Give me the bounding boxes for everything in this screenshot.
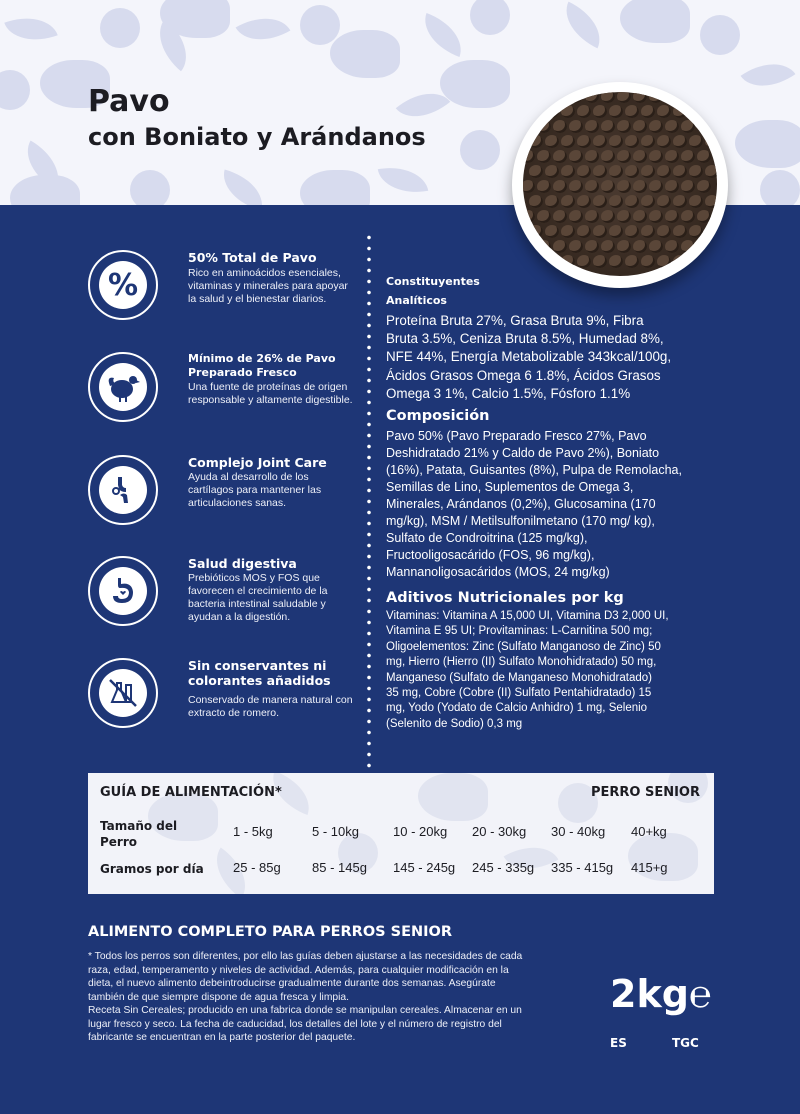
kibble-piece	[537, 210, 551, 223]
kibble-piece	[617, 150, 631, 163]
kibble-piece	[689, 165, 703, 178]
kibble-piece	[609, 135, 623, 148]
text-line: NFE 44%, Energía Metabolizable 343kcal/100g,	[386, 349, 672, 365]
kibble-piece	[523, 120, 535, 133]
text-line: mg, Yodo (Yodato de Calcio Anhidro) 1 mg, Selenio	[386, 702, 648, 715]
kibble-piece	[529, 135, 543, 148]
kibble-piece	[553, 120, 567, 133]
text-line: Mannanoligosacáridos (MOS, 24 mg/kg)	[386, 565, 610, 579]
kibble-piece	[633, 240, 647, 253]
grams-cell: 335 - 415g	[551, 860, 614, 875]
size-cell: 40+kg	[631, 824, 667, 839]
kibble-piece	[529, 255, 543, 268]
footnote-line: dieta, el nuevo alimento debeintroducirse gradualmente durante dos semanas. Asegúrate	[88, 978, 496, 989]
kibble-piece	[593, 225, 607, 238]
additives-text	[386, 609, 716, 732]
kibble-piece	[601, 120, 615, 133]
kibble-piece	[681, 180, 695, 193]
kibble-piece	[673, 255, 687, 268]
kibble-piece	[641, 105, 655, 118]
constituents-text	[386, 312, 716, 403]
kibble-piece	[681, 210, 695, 223]
feeding-guide-table	[88, 773, 714, 894]
feature-text: Prebióticos MOS y FOS que favorecen el crecimiento de la bacteria intestinal saludable y ayudan a la digestión.	[188, 572, 328, 623]
feature-text: Una fuente de proteínas de origen responsable y altamente digestible.	[188, 381, 353, 406]
grams-cell: 415+g	[631, 860, 668, 875]
additives-title: Aditivos Nutricionales por kg	[386, 590, 624, 606]
kibble-piece	[625, 165, 639, 178]
text-line: mg, Hierro (Hierro (II) Sulfato Monohidratado) 50 mg,	[386, 656, 657, 669]
footnote	[88, 950, 568, 1045]
product-title	[88, 84, 426, 154]
kibble-piece	[673, 225, 687, 238]
text-line: Vitaminas: Vitamina A 15,000 UI, Vitamina D3 2,000 UI,	[386, 610, 669, 622]
kibble-piece	[649, 150, 663, 163]
kibble-piece	[625, 105, 639, 118]
kibble-piece	[523, 150, 535, 163]
kibble-piece	[705, 195, 717, 208]
kibble-piece	[537, 180, 551, 193]
kibble-piece	[523, 240, 535, 253]
kibble-piece	[633, 210, 647, 223]
feature-title: Mínimo de 26% de Pavo Preparado Fresco	[188, 352, 336, 379]
kibble-piece	[633, 150, 647, 163]
kibble-piece	[689, 255, 703, 268]
kibble-piece	[625, 135, 639, 148]
kibble-piece	[657, 135, 671, 148]
kibble-piece	[641, 225, 655, 238]
kibble-piece	[529, 165, 543, 178]
constituents-title-line2: Analíticos	[386, 294, 447, 307]
weight-value: 2kg	[610, 972, 689, 1016]
stomach-icon	[88, 556, 158, 626]
feature-title: 50% Total de Pavo	[188, 250, 317, 265]
kibble-piece	[673, 105, 687, 118]
feature-fresh-turkey	[88, 352, 358, 432]
kibble-piece	[681, 150, 695, 163]
kibble-piece	[553, 92, 567, 103]
joint-icon	[88, 455, 158, 525]
kibble-piece	[593, 195, 607, 208]
footnote-line: también de que siempre dispone de agua fresca y limpia.	[88, 991, 350, 1003]
kibble-piece	[697, 240, 711, 253]
kibble-piece	[689, 105, 703, 118]
kibble-piece	[545, 135, 559, 148]
composition	[386, 406, 716, 581]
kibble-piece	[601, 180, 615, 193]
text-line: Vitamina E 95 UI; Provitaminas: L-Carnitina 500 mg;	[386, 625, 653, 638]
text-line: Omega 3 1%, Calcio 1.5%, Fósforo 1.1%	[386, 385, 631, 401]
kibble-piece	[633, 120, 647, 133]
kibble-piece	[705, 135, 717, 148]
text-line: Deshidratado 21% y Caldo de Pavo 2%), Boniato	[386, 446, 660, 460]
row-label-line: Tamaño del	[100, 819, 178, 833]
kibble-piece	[569, 210, 583, 223]
kibble-piece	[585, 92, 599, 103]
kibble-piece	[689, 135, 703, 148]
kibble-piece	[561, 255, 575, 268]
kibble-piece	[657, 105, 671, 118]
kibble-piece	[593, 135, 607, 148]
kibble-piece	[705, 105, 717, 118]
feature-title: Complejo Joint Care	[188, 455, 327, 470]
kibble-piece	[633, 92, 647, 103]
kibble-piece	[657, 255, 671, 268]
product-code: TGC	[672, 1036, 699, 1050]
kibble-piece	[561, 165, 575, 178]
kibble-piece	[569, 240, 583, 253]
kibble-piece	[553, 150, 567, 163]
kibble-piece	[665, 210, 679, 223]
kibble-piece	[529, 195, 543, 208]
kibble-piece	[617, 92, 631, 103]
kibble-piece	[641, 165, 655, 178]
kibble-piece	[545, 165, 559, 178]
size-cell: 1 - 5kg	[233, 824, 273, 839]
nutritional-additives	[386, 588, 716, 732]
kibble-piece	[641, 195, 655, 208]
kibble-piece	[665, 240, 679, 253]
text-line: Pavo 50% (Pavo Preparado Fresco 27%, Pavo	[386, 429, 647, 443]
page-title: Pavo	[88, 84, 170, 119]
kibble-piece	[617, 120, 631, 133]
food-bowl-image	[512, 82, 728, 288]
kibble-piece	[609, 225, 623, 238]
text-line: Bruta 3.5%, Ceniza Bruta 8.5%, Humedad 8%,	[386, 331, 664, 347]
kibble-piece	[545, 255, 559, 268]
kibble-piece	[577, 105, 591, 118]
feature-digestive	[88, 556, 358, 636]
kibble-piece	[689, 195, 703, 208]
kibble-piece	[617, 210, 631, 223]
text-line: (16%), Patata, Guisantes (8%), Pulpa de Remolacha,	[386, 463, 682, 477]
text-line: 35 mg, Cobre (Cobre (II) Sulfato Pentahidratado) 15	[386, 687, 652, 700]
kibble-piece	[657, 225, 671, 238]
kibble-piece	[523, 180, 535, 193]
kibble-piece	[617, 180, 631, 193]
kibble-piece	[577, 255, 591, 268]
net-weight	[610, 970, 712, 1018]
kibble-piece	[617, 240, 631, 253]
kibble-piece	[681, 240, 695, 253]
kibble-piece	[649, 120, 663, 133]
complete-food-title: ALIMENTO COMPLETO PARA PERROS SENIOR	[88, 924, 453, 940]
kibble-piece	[545, 195, 559, 208]
kibble-piece	[649, 210, 663, 223]
text-line: (Selenito de Sodio) 0,3 mg	[386, 717, 523, 730]
kibble-piece	[577, 195, 591, 208]
feature-title: Salud digestiva	[188, 556, 297, 571]
kibble-piece	[705, 255, 717, 268]
kibble-piece	[665, 180, 679, 193]
kibble-piece	[697, 210, 711, 223]
feature-text: Ayuda al desarrollo de los cartílagos para mantener las articulaciones sanas.	[188, 471, 322, 509]
row-label-line: Perro	[100, 835, 138, 849]
kibble-piece	[561, 105, 575, 118]
kibble-piece	[641, 255, 655, 268]
kibble-piece	[553, 210, 567, 223]
composition-text	[386, 428, 716, 581]
dotted-divider	[367, 232, 371, 772]
kibble-piece	[705, 225, 717, 238]
kibble-piece	[577, 165, 591, 178]
kibble-piece	[569, 92, 583, 103]
text-line: Minerales, Arándanos (0,2%), Glucosamina (170	[386, 497, 656, 511]
text-line: Manganeso (Sulfato de Manganeso Monohidratado)	[386, 671, 652, 684]
kibble-piece	[561, 135, 575, 148]
kibble-piece	[537, 240, 551, 253]
turkey-icon	[88, 352, 158, 422]
kibble-piece	[609, 255, 623, 268]
kibble-piece	[529, 225, 543, 238]
kibble-piece	[649, 240, 663, 253]
analytical-constituents	[386, 272, 716, 403]
kibble-piece	[569, 150, 583, 163]
feature-turkey-percent	[88, 250, 358, 330]
kibble-piece	[553, 240, 567, 253]
footnote-line: lugar fresco y seco. La fecha de caducidad, los detalles del lote y el número de registro del	[88, 1018, 502, 1030]
feature-joint-care	[88, 455, 358, 535]
kibble-piece	[601, 92, 615, 103]
kibble-piece	[529, 105, 543, 118]
feature-text: Conservado de manera natural con extracto de romero.	[188, 694, 353, 719]
constituents-title-line1: Constituyentes	[386, 275, 480, 288]
kibble-piece	[689, 225, 703, 238]
kibble-piece	[609, 195, 623, 208]
footnote-line: fabricante se encuentran en la parte posterior del paquete.	[88, 1032, 356, 1043]
kibble-piece	[697, 150, 711, 163]
kibble-piece	[593, 255, 607, 268]
text-line: Proteína Bruta 27%, Grasa Bruta 9%, Fibra	[386, 313, 644, 328]
kibble-piece	[673, 195, 687, 208]
kibble-piece	[585, 180, 599, 193]
kibble-piece	[697, 120, 711, 133]
kibble-piece	[561, 225, 575, 238]
percent-icon: %	[88, 250, 158, 320]
estimated-sign: ℮	[688, 972, 712, 1016]
kibble-piece	[641, 135, 655, 148]
kibble-piece	[681, 120, 695, 133]
kibble-piece	[697, 180, 711, 193]
kibble-piece	[593, 105, 607, 118]
language-code: ES	[610, 1036, 627, 1050]
size-cell: 5 - 10kg	[312, 824, 359, 839]
kibble-piece	[673, 165, 687, 178]
kibble-piece	[545, 105, 559, 118]
kibble-piece	[577, 225, 591, 238]
kibble-piece	[569, 180, 583, 193]
composition-title: Composición	[386, 408, 490, 424]
grams-cell: 25 - 85g	[233, 860, 281, 875]
kibble-piece	[523, 210, 535, 223]
kibble-piece	[553, 180, 567, 193]
kibble-piece	[625, 195, 639, 208]
kibble-piece	[657, 195, 671, 208]
text-line: mg/kg), MSM / Metilsulfonilmetano (170 mg/ kg),	[386, 514, 655, 528]
kibble-piece	[585, 150, 599, 163]
page-subtitle: con Boniato y Arándanos	[88, 123, 426, 151]
grams-cell: 145 - 245g	[393, 860, 456, 875]
footnote-line: Receta Sin Cereales; producido en una fabrica donde se manipulan cereales. Almacenar en un	[88, 1005, 522, 1016]
no-additives-icon	[88, 658, 158, 728]
row-label-grams: Gramos por día	[100, 862, 204, 876]
kibble-piece	[665, 150, 679, 163]
size-cell: 20 - 30kg	[472, 824, 527, 839]
feature-title: Sin conservantes ni colorantes añadidos	[188, 658, 331, 688]
feeding-guide-target: PERRO SENIOR	[590, 785, 700, 800]
text-line: Ácidos Grasos Omega 6 1.8%, Ácidos Grasos	[386, 367, 661, 383]
kibble-piece	[545, 225, 559, 238]
footnote-line: raza, edad, temperamento y niveles de actividad. Además, para cualquier modificación en la	[88, 964, 509, 976]
kibble-piece	[585, 240, 599, 253]
feature-no-preservatives	[88, 658, 358, 738]
row-label-size	[100, 818, 177, 850]
kibble-piece	[585, 120, 599, 133]
feature-text: Rico en aminoácidos esenciales, vitaminas y minerales para apoyar la salud y el bienestar diarios.	[188, 267, 348, 305]
text-line: Sulfato de Condroitrina (125 mg/kg),	[386, 531, 588, 545]
kibble-piece	[569, 120, 583, 133]
kibble-piece	[577, 135, 591, 148]
feeding-guide-title: GUÍA DE ALIMENTACIÓN*	[100, 785, 282, 800]
size-cell: 10 - 20kg	[393, 824, 448, 839]
grams-cell: 85 - 145g	[312, 860, 367, 875]
kibble-piece	[705, 165, 717, 178]
kibble-piece	[593, 165, 607, 178]
kibble-piece	[649, 180, 663, 193]
kibble-piece	[601, 210, 615, 223]
text-line: Semillas de Lino, Suplementos de Omega 3,	[386, 480, 634, 494]
text-line: Fructooligosacárido (FOS, 96 mg/kg),	[386, 548, 595, 562]
kibble-piece	[633, 180, 647, 193]
footnote-line: * Todos los perros son diferentes, por ello las guías deben ajustarse a las necesidades de cada	[88, 951, 523, 962]
kibble-piece	[665, 92, 679, 103]
kibble-piece	[561, 195, 575, 208]
grams-cell: 245 - 335g	[472, 860, 535, 875]
kibble-piece	[673, 135, 687, 148]
kibble-piece	[649, 92, 663, 103]
kibble-piece	[601, 150, 615, 163]
kibble-piece	[657, 165, 671, 178]
text-line: Oligoelementos: Zinc (Sulfato Manganoso de Zinc) 50	[386, 640, 661, 653]
kibble-piece	[585, 210, 599, 223]
kibble-piece	[625, 255, 639, 268]
kibble-piece	[609, 105, 623, 118]
kibble-piece	[609, 165, 623, 178]
kibble-piece	[601, 240, 615, 253]
kibble-piece	[625, 225, 639, 238]
kibble	[523, 92, 717, 276]
kibble-piece	[537, 120, 551, 133]
kibble-piece	[665, 120, 679, 133]
size-cell: 30 - 40kg	[551, 824, 606, 839]
kibble-piece	[537, 150, 551, 163]
